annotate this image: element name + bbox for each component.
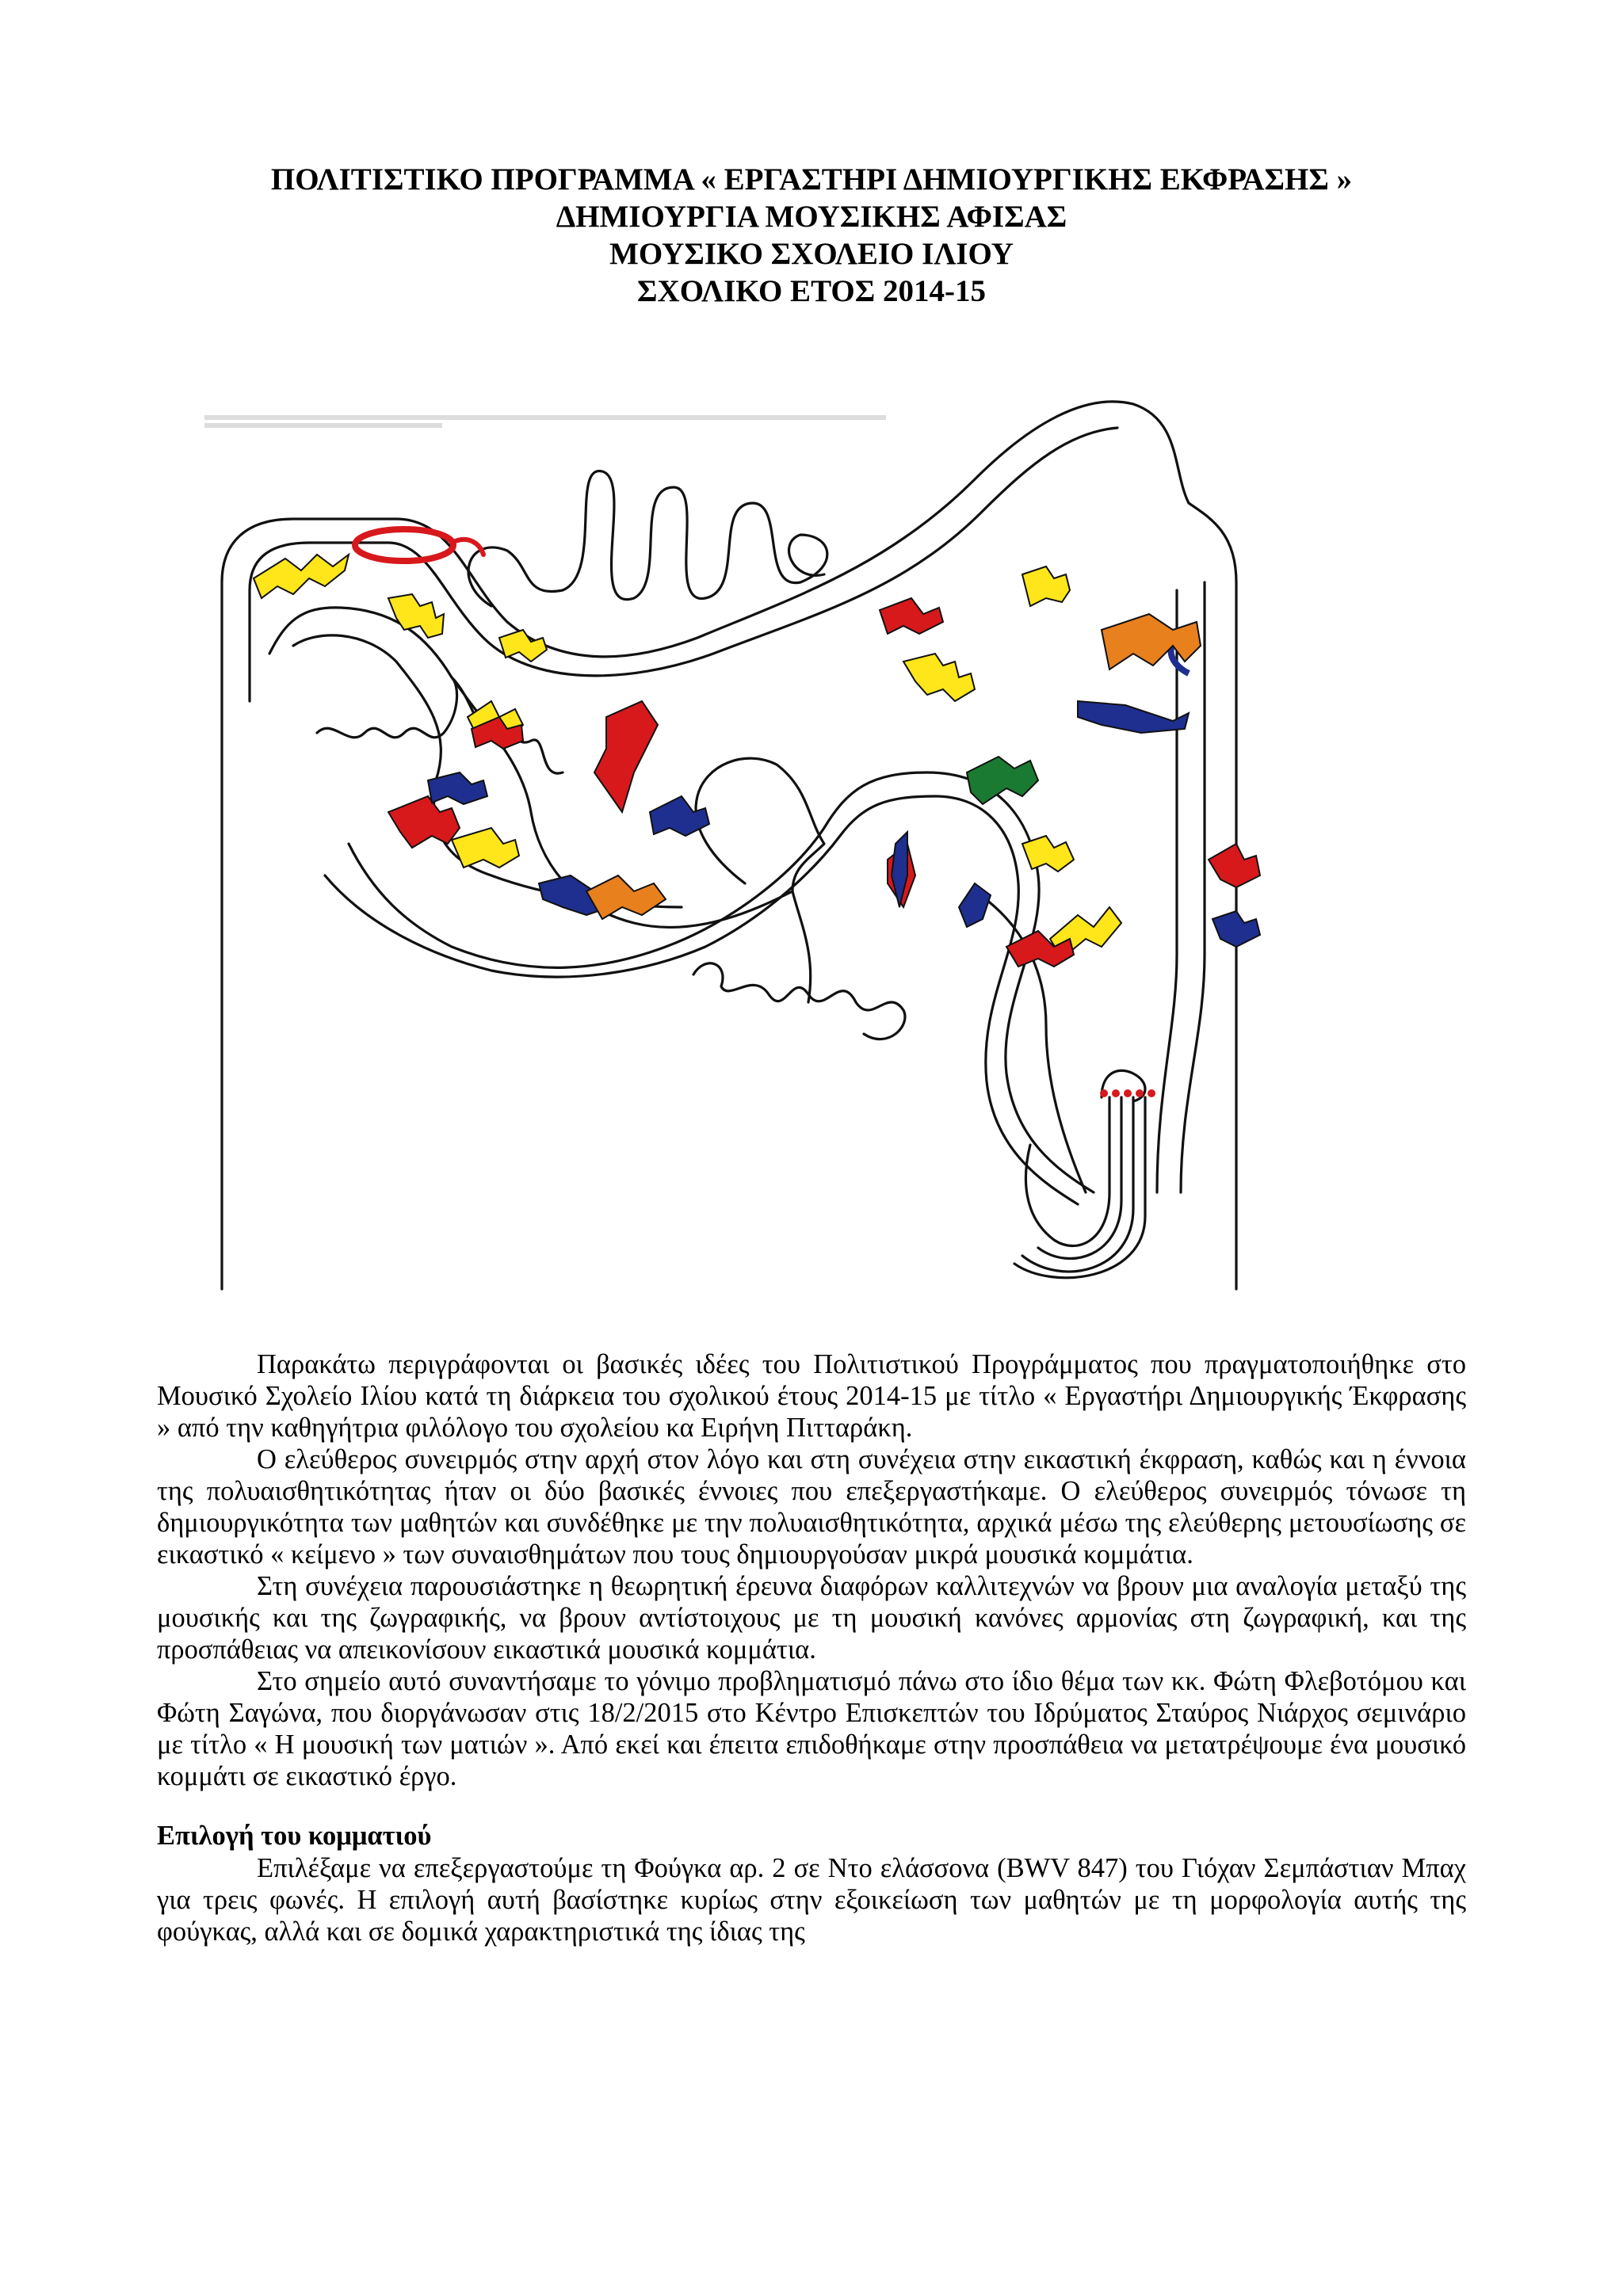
cursive-bottom-word [693, 963, 905, 1039]
loop-1 [1025, 1097, 1109, 1246]
green-zigzags [967, 757, 1038, 804]
loop-4 [1014, 1097, 1145, 1278]
paragraph-free-association: Ο ελεύθερος συνειρμός στην αρχή στον λόγο και στη συνέχεια στην εικαστική έκφραση, καθώς και η έννοια της πολυαισθητικότητας ήταν οι δύο βασικές έννοιες που επεξεργαστήκαμε. Ο ελεύθερος συνειρμός τόνωσε τη δημιουργικότητα των μαθητών και συνδέθηκε με την πολυαισθητικότητα, αρχικά μέσω της ελεύθερης μετουσίωσης σε εικαστικό « κείμενο » των συναισθημάτων που τους δημιουργούσαν μικρά μουσικά κομμάτια. [157, 1444, 1466, 1569]
article-body [157, 1348, 1466, 1947]
rail-right-2 [1157, 590, 1177, 1192]
connector-dots [1100, 1089, 1155, 1097]
document-heading [0, 161, 1623, 310]
paragraph-intro: Παρακάτω περιγράφονται οι βασικές ιδέες του Πολιτιστικού Προγράμματος που πραγματοποιήθηκε στο Μουσικό Σχολείο Ιλίου κατά τη διάρκεια του σχολικού έτους 2014-15 με τίτλο « Εργαστήρι Δημιουργικής Έκφρασης » από την καθηγήτρια φιλόλογο του σχολείου κα Ειρήνη Πιτταράκη. [157, 1349, 1466, 1443]
cursive-top [468, 471, 827, 606]
blue-zigzags [428, 638, 1260, 947]
music-poster-illustration [190, 400, 1426, 1295]
outline-left-outer [222, 402, 1133, 1289]
heading-line-3: ΜΟΥΣΙΚΟ ΣΧΟΛΕΙΟ ΙΛΙΟΥ [609, 237, 1014, 271]
face-profile [696, 758, 824, 1002]
paragraph-seminar: Στο σημείο αυτό συναντήσαμε το γόνιμο προβληματισμό πάνω στο ίδιο θέμα των κκ. Φώτη Φλεβοτόμου και Φώτη Σαγώνα, που διοργάνωσαν στις 18/2/2015 στο Κέντρο Επισκεπτών του Ιδρύματος Σταύρος Νιάρχος σεμινάριο με τίτλο « Η μουσική των ματιών ». Από εκεί και έπειτα επιδοθήκαμε στην προσπάθεια να μετατρέψουμε ένα μουσικό κομμάτι σε εικαστικό έργο. [157, 1666, 1466, 1791]
outline-right-outer [1133, 404, 1236, 1289]
paragraph-piece-selection: Επιλέξαμε να επεξεργαστούμε τη Φούγκα αρ. 2 σε Ντο ελάσσονα (BWV 847) του Γιόχαν Σεμπάστιαν Μπαχ για τρεις φωνές. Η επιλογή αυτή βασίστηκε κυρίως στην εξοικείωση των μαθητών με τη μορφολογία αυτής της φούγκας, αλλά και σε δομικά χαρακτηριστικά της ίδιας της [157, 1853, 1466, 1947]
heading-line-2: ΔΗΜΙΟΥΡΓΙΑ ΜΟΥΣΙΚΗΣ ΑΦΙΣΑΣ [556, 200, 1067, 234]
heading-line-1: ΠΟΛΙΤΙΣΤΙΚΟ ΠΡΟΓΡΑΜΜΑ « ΕΡΓΑΣΤΗΡΙ ΔΗΜΙΟΥΡΓΙΚΗΣ ΕΚΦΡΑΣΗΣ » [270, 162, 1353, 196]
section-title: Επιλογή του κομματιού [157, 1821, 432, 1851]
channel-5 [325, 796, 1078, 1204]
heading-line-4: ΣΧΟΛΙΚΟ ΕΤΟΣ 2014-15 [637, 274, 986, 308]
paragraph-theory: Στη συνέχεια παρουσιάστηκε η θεωρητική έρευνα διαφόρων καλλιτεχνών να βρουν μια αναλογία μεταξύ της μουσικής και της ζωγραφικής, να βρουν αντίστοιχους με τη μουσική κανόνες αρμονίας στη ζωγραφική, και της προσπάθειας να απεικονίσουν εικαστικά μουσικά κομμάτια. [157, 1571, 1466, 1665]
